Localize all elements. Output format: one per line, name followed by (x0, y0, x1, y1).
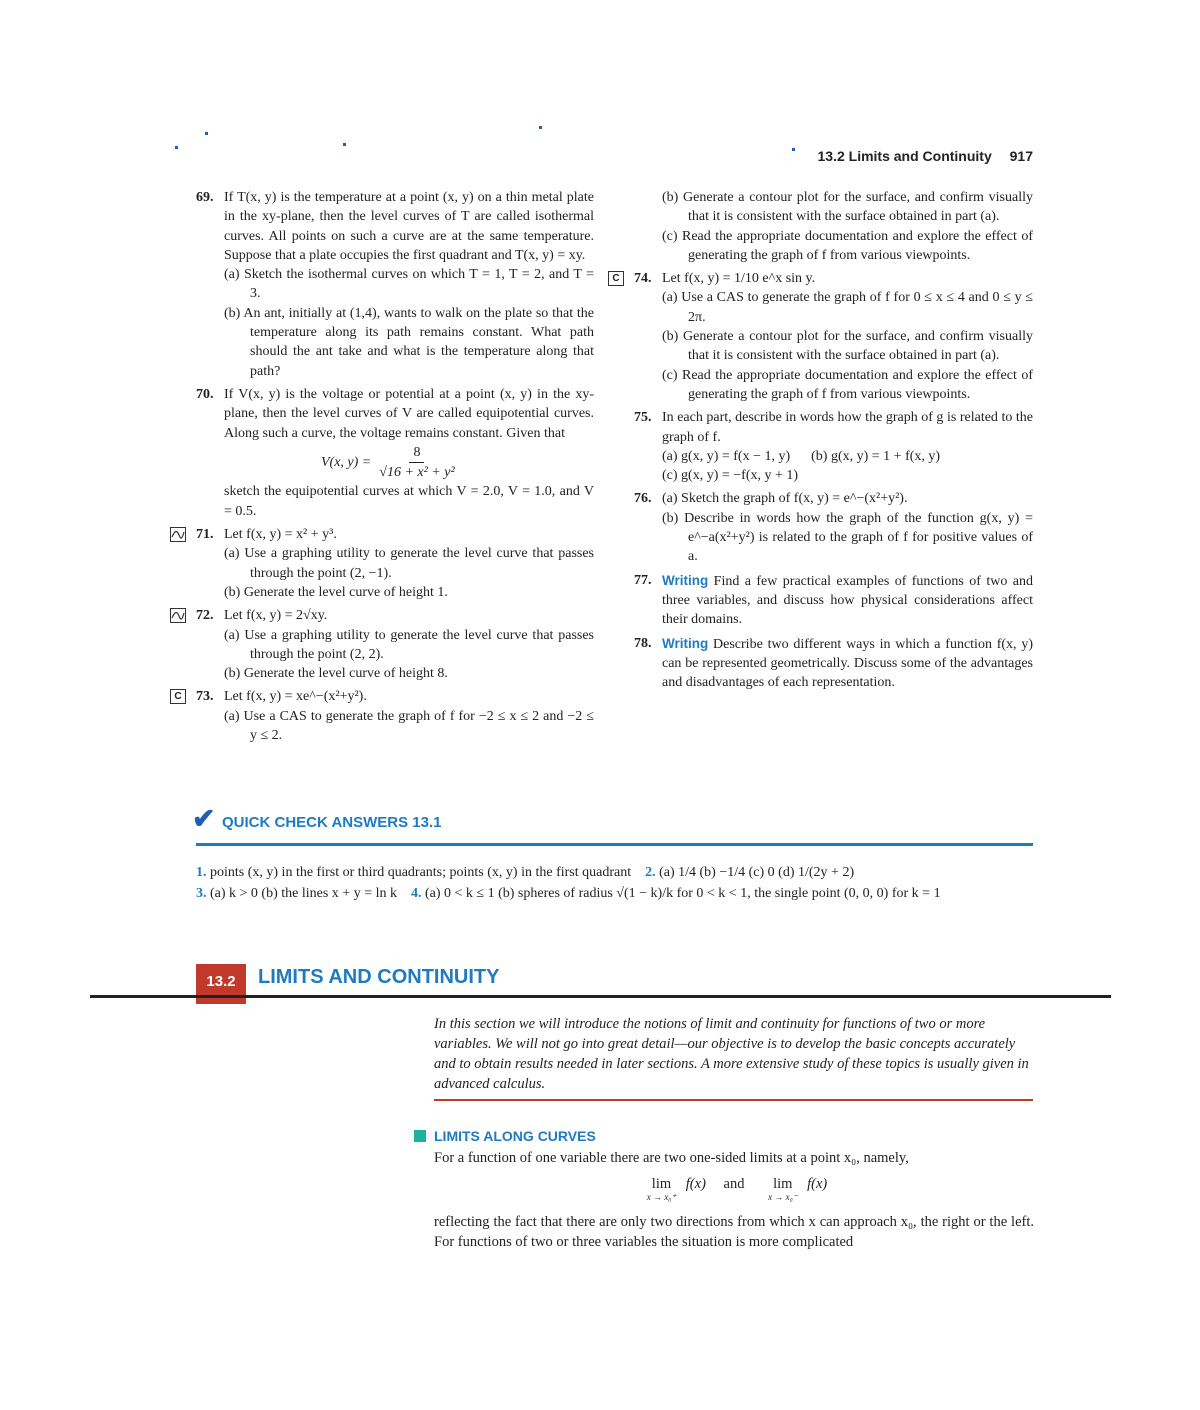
equation (196, 443, 594, 483)
exercise-number: 69. (196, 190, 214, 205)
exercise-body (634, 571, 1033, 630)
subsection-title: LIMITS ALONG CURVES (434, 1128, 596, 1144)
limit-expression: f(x) (807, 1176, 828, 1192)
answer-number: 4. (410, 886, 422, 901)
limit-left (647, 1176, 676, 1202)
exercise-stem: Let f(x, y) = 2√xy. (224, 608, 328, 624)
exercise-stem: If T(x, y) is the temperature at a point (x, y) on a thin metal plate in the xy-plane, then the level curves of T are called isothermal curves. All points on such a curve are at the same temperature. Suppose that a plate occupies the first quadrant and T(x, y) = xy. (224, 190, 594, 263)
exercise-number: 73. (196, 689, 214, 705)
subsection-heading (414, 1128, 596, 1144)
exercise-70 (196, 385, 594, 521)
page-number: 917 (1009, 148, 1033, 164)
exercise-75 (634, 408, 1033, 485)
exercise-number: 77. (634, 572, 652, 588)
scan-dot (792, 148, 795, 151)
quick-check-title: QUICK CHECK ANSWERS 13.1 (222, 814, 442, 831)
section-badge: 13.2 (196, 964, 246, 1004)
right-column (612, 188, 1033, 696)
exercise-72 (196, 606, 594, 683)
cas-icon: C (608, 271, 624, 286)
exercise-number: 76. (634, 491, 652, 507)
exercise-part: (b) Generate a contour plot for the surface, and confirm visually that it is consistent with the surface obtained in part (a). (662, 190, 1033, 225)
answer-number: 3. (196, 886, 207, 901)
equation-lhs: V(x, y) = (321, 455, 372, 470)
scan-dot (205, 132, 208, 135)
exercise-part: (a) Use a graphing utility to generate the level curve that passes through the point (2, −1). (224, 546, 594, 581)
exercise-77 (634, 571, 1033, 630)
scan-dot (175, 146, 178, 149)
writing-keyword: Writing (662, 635, 709, 651)
graph-icon (170, 608, 186, 623)
section-rule (90, 995, 1111, 998)
exercise-74 (612, 269, 1033, 404)
exercise-stem: Describe two different ways in which a function f(x, y) can be represented geometrically. Discuss some of the advantages and disadvantages of each representation. (662, 636, 1033, 691)
quick-check-answers (196, 862, 1006, 904)
exercise-number: 70. (196, 386, 214, 402)
exercise-number: 71. (196, 527, 214, 543)
exercise-stem: Let f(x, y) = xe^−(x²+y²). (224, 689, 367, 705)
limit-right (768, 1176, 797, 1202)
exercise-number: 74. (634, 271, 652, 287)
exercise-69 (196, 188, 594, 381)
exercise-part: (a) Use a CAS to generate the graph of f for −2 ≤ x ≤ 2 and −2 ≤ y ≤ 2. (224, 708, 594, 744)
lim-word: lim (773, 1176, 793, 1192)
exercise-part: (a) g(x, y) = f(x − 1, y) (b) g(x, y) = 1 + f(x, y) (662, 448, 941, 464)
body-paragraph: reflecting the fact that there are only two directions from which x can approach x₀, the right or the left. For functions of two or three variables the situation is more complicated (434, 1214, 1034, 1250)
exercise-part: (c) Read the appropriate documentation and explore the effect of generating the graph of f from various viewpoints. (662, 367, 1033, 402)
exercise-body (634, 634, 1033, 693)
exercise-stem: If V(x, y) is the voltage or potential at a point (x, y) in the xy-plane, then the level curves of V are called equipotential curves. Along such a curve, the voltage remains constant. Given that (224, 386, 594, 441)
equation-fraction (379, 443, 454, 483)
exercise-number: 72. (196, 608, 214, 624)
exercise-number: 78. (634, 635, 652, 651)
answer-text: (a) k > 0 (b) the lines x + y = ln k (210, 886, 397, 901)
section-intro: In this section we will introduce the notions of limit and continuity for functions of two or more variables. We will not go into great detail—our objective is to develop the basic concepts accurately and to obtain results needed in later sections. A more extensive study of these topics is usually given in advanced calculus. (434, 1016, 1029, 1092)
exercise-part: (a) Sketch the isothermal curves on which T = 1, T = 2, and T = 3. (224, 267, 594, 302)
exercise-76 (634, 489, 1033, 566)
exercise-71 (196, 525, 594, 602)
exercise-part: (b) Generate the level curve of height 8. (224, 666, 448, 682)
exercise-part: (b) An ant, initially at (1,4), wants to walk on the plate so that the temperature along its path remains constant. What path should the ant take and what is the temperature along that path? (224, 305, 594, 379)
exercise-73-continued (634, 188, 1033, 265)
exercise-stem: In each part, describe in words how the graph of g is related to the graph of f. (662, 410, 1033, 445)
exercise-part: (a) Sketch the graph of f(x, y) = e^−(x²+y²). (662, 491, 908, 507)
exercise-stem: Find a few practical examples of functions of two and three variables, and discuss how physical considerations affect their domains. (662, 573, 1033, 628)
answer-number: 2. (645, 865, 656, 880)
equation-denominator: √16 + x² + y² (379, 465, 455, 481)
exercise-part: (b) Describe in words how the graph of the function g(x, y) = e^−a(x²+y²) is related to the graph of f for positive values of a. (662, 510, 1033, 565)
check-icon: ✔ (192, 803, 216, 834)
exercise-part: (a) Use a CAS to generate the graph of f for 0 ≤ x ≤ 4 and 0 ≤ y ≤ 2π. (662, 290, 1033, 325)
lim-subscript: x → x₀⁻ (768, 1192, 798, 1202)
running-head-section: 13.2 Limits and Continuity (817, 148, 992, 164)
intro-rule (434, 1099, 1033, 1101)
limit-expression: f(x) (685, 1176, 706, 1192)
exercise-part: (b) Generate the level curve of height 1. (224, 584, 448, 600)
lim-subscript: x → x₀⁺ (646, 1192, 677, 1202)
quick-check-rule (196, 843, 1033, 846)
body-paragraph: For a function of one variable there are two one-sided limits at a point x₀, namely, (434, 1150, 909, 1166)
section-title: LIMITS AND CONTINUITY (258, 966, 500, 988)
running-head (800, 148, 1033, 164)
left-column (174, 188, 594, 749)
answer-number: 1. (196, 865, 207, 880)
limit-and: and (723, 1176, 745, 1192)
exercise-78 (634, 634, 1033, 693)
answer-text: (a) 0 < k ≤ 1 (b) spheres of radius √(1 − k)/k for 0 < k < 1, the single point (0, 0, 0) for k = 1 (424, 886, 941, 901)
exercise-part: (a) Use a graphing utility to generate the level curve that passes through the point (2, 2). (224, 627, 594, 662)
scan-dot (343, 143, 346, 146)
exercise-part: (b) Generate a contour plot for the surface, and confirm visually that it is consistent with the surface obtained in part (a). (662, 329, 1033, 364)
exercise-after-text: sketch the equipotential curves at which V = 2.0, V = 1.0, and V = 0.5. (224, 484, 594, 519)
exercise-part: (c) Read the appropriate documentation and explore the effect of generating the graph of f from various viewpoints. (662, 228, 1033, 263)
scan-dot (539, 126, 542, 129)
answer-text: (a) 1/4 (b) −1/4 (c) 0 (d) 1/(2y + 2) (659, 865, 855, 880)
limit-display (434, 1176, 1034, 1202)
lim-word: lim (651, 1176, 672, 1192)
writing-keyword: Writing (662, 572, 709, 588)
exercise-stem: Let f(x, y) = x² + y³. (224, 527, 337, 543)
exercise-number: 75. (634, 410, 652, 426)
exercise-73 (174, 687, 594, 745)
equation-numerator: 8 (409, 443, 424, 463)
quick-check-heading (192, 803, 442, 834)
exercise-part: (c) g(x, y) = −f(x, y + 1) (662, 468, 799, 484)
graph-icon (170, 527, 186, 542)
square-bullet-icon (414, 1130, 426, 1142)
exercise-stem: Let f(x, y) = 1/10 e^x sin y. (662, 271, 816, 287)
cas-icon: C (170, 689, 186, 704)
answer-text: points (x, y) in the first or third quadrants; points (x, y) in the first quadrant (210, 865, 632, 880)
